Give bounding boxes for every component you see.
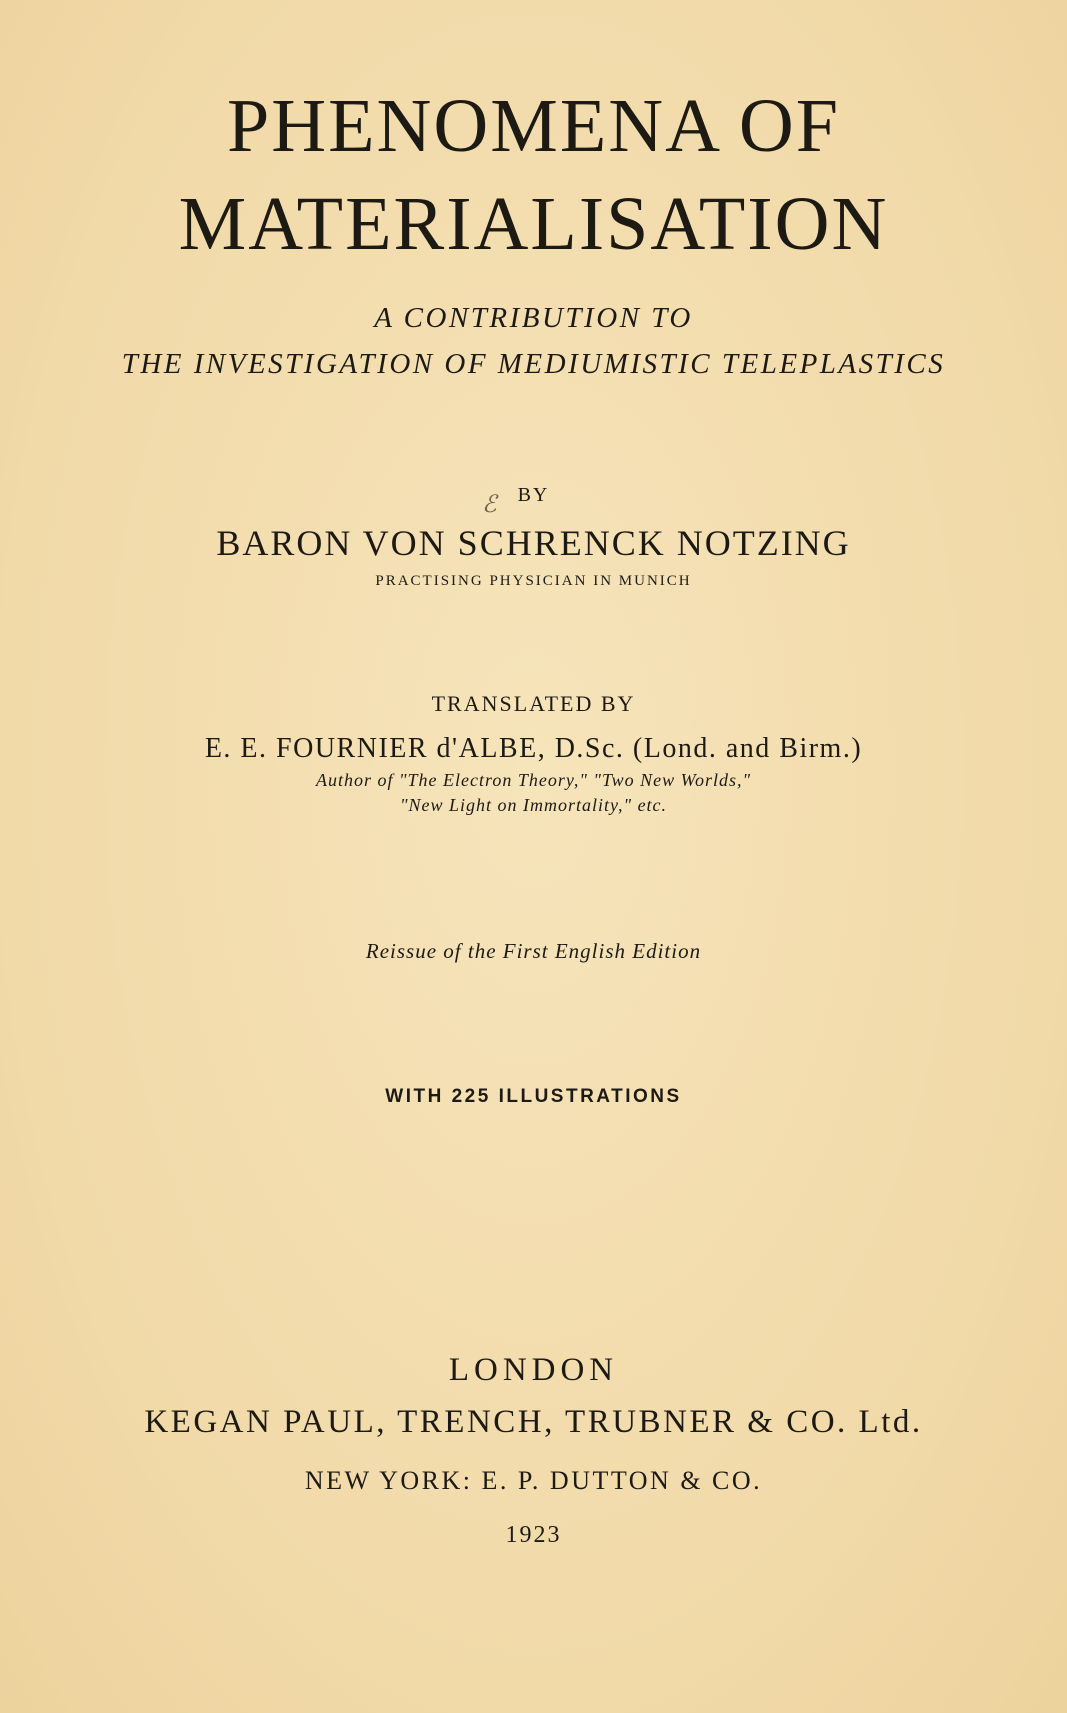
author-profession: PRACTISING PHYSICIAN IN MUNICH xyxy=(375,573,692,589)
author-name: BARON VON SCHRENCK NOTZING xyxy=(216,523,851,563)
by-label: BY xyxy=(517,484,550,506)
translator-credit-line-2: "New Light on Immortality," etc. xyxy=(399,795,668,815)
handwritten-mark-icon: ℰ xyxy=(482,492,497,518)
new-york-publisher: NEW YORK: E. P. DUTTON & CO. xyxy=(304,1466,763,1495)
publisher-city: LONDON xyxy=(448,1352,619,1388)
translator-credit-line-1: Author of "The Electron Theory," "Two New Worlds," xyxy=(315,770,752,790)
book-title-line-2: MATERIALISATION xyxy=(178,182,889,266)
subtitle-line-2: THE INVESTIGATION OF MEDIUMISTIC TELEPLASTICS xyxy=(121,348,946,380)
publisher-name: KEGAN PAUL, TRENCH, TRUBNER & CO. Ltd. xyxy=(144,1404,923,1440)
translator-name: E. E. FOURNIER d'ALBE, D.Sc. (Lond. and Birm.) xyxy=(204,733,863,764)
book-title-line-1: PHENOMENA OF xyxy=(226,84,841,168)
publication-year: 1923 xyxy=(505,1522,562,1548)
subtitle-line-1: A CONTRIBUTION TO xyxy=(374,302,693,334)
translated-by-label: TRANSLATED BY xyxy=(431,691,636,716)
illustrations-note: WITH 225 ILLUSTRATIONS xyxy=(385,1086,682,1107)
edition-note: Reissue of the First English Edition xyxy=(365,939,702,963)
